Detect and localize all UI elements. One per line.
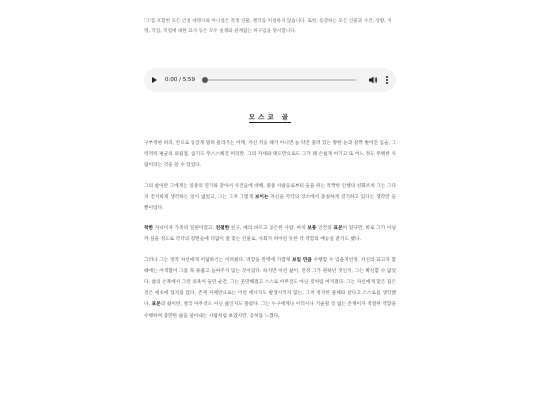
paragraph-text: 구부정한 허리, 안으로 동글게 말려 올라가는 어깨, 자신 적응 해가 아니면 늘 약간 풀려 있는 방한 눈과 살짝 벌어진 입술, 그럭저럭 평균의 외립점, 솜기도 무스스해진 머리칼. 그의 자세와 태도만으로도 그가 꽤 손쉽게 여기고 또 어느 정도 무해한 사람이라는 것을 알 수 있었다. — [144, 141, 396, 169]
article-paragraph — [144, 255, 396, 322]
emphasized-text: 표본 — [151, 302, 161, 308]
article-paragraph — [144, 138, 396, 172]
article-paragraph — [144, 181, 396, 215]
play-icon[interactable] — [152, 77, 157, 83]
more-options-icon[interactable] — [386, 76, 388, 85]
emphasized-text: 표본 — [333, 226, 343, 232]
emphasized-text: 보일 만큼 — [291, 257, 312, 263]
audio-player[interactable] — [144, 68, 396, 92]
paragraph-text: 의 삶이란, 결국 아무것도 아닌 삶인지도 몰랐다. 그는 누구에게나 이더시나 거슬릴 것 없는 존재이자 적절한 역할을 수행하며 충만한 삶을 살아내는 사람처럼 보였지만, 공허를 느꼈다. — [144, 302, 396, 319]
article-body — [144, 138, 396, 331]
paragraph-text: 이 있다면, 바로 그가 아닐까 싶을 정도로 각각의 장면들에 더없이 잘 맞는 인물로, 사회가 허어된 듯한 각 역할의 배능일 같기도 했다. — [144, 226, 396, 243]
paragraph-text: 자신을 각각의 장소에서 충실하게 연기하고 있다는 생각만 들 뿐이었다. — [144, 194, 396, 212]
disclaimer-text: '그'를 포함한 모든 인칭 대명사와 아니셜은 특정 인물, 젠더를 지칭하지 않습니다. 또한, 등장하는 모든 인물과 사건, 상황, 지명, 직업, 직업에 대한 묘사 등은 모두 실제와 관계없는 허구임을 명시합니다. — [144, 19, 392, 34]
emphasized-text: 보통 — [307, 226, 317, 232]
article-paragraph — [144, 223, 396, 245]
emphasized-text: 착한 — [144, 226, 154, 232]
audio-progress-bar[interactable] — [205, 79, 356, 81]
paragraph-text: 친구, 예의 바르고 공손한 사람, 마치 — [229, 226, 308, 232]
audio-progress-thumb[interactable] — [202, 77, 208, 83]
volume-icon[interactable] — [368, 75, 378, 85]
emphasized-text: 보이는 — [254, 194, 269, 200]
paragraph-text: 그의 삶이란 그에게는 일종의 연기와 같아서 사건들에 대해, 종종 사람들로부터 들을 뒤는 특짝한 인행의 선화조차 그는 그다지 진지하게 생각하는 일이 없었고, 그는 그저 그렇게 — [144, 183, 396, 200]
paragraph-text: 수행할 수 있을지언정, 자신의 되고자 할 때에는 어색함이 그를 푹 용줍고 늪아주지 않는 것이었다. 하지만 이런 삶이, 진정 그가 원하던 것인지, 그는 확신할 수 없었다. 삶의 온목에서 그런 의욕이 들던 순간, 그는 웃만해졌고 스스로 아무것도 아닌 것처럼 여겨졌다. 그는 자신에게 맞은 집은 것은 애초에 있지를 않다, 존재 자체만으로는 이런 에너지도 발생시키지 않는, 그저 정지한 물체와 같다고 스스로를 생각했다. — [144, 257, 396, 308]
audio-time-display: 0:00 / 5:59 — [165, 77, 196, 83]
paragraph-text: 그러나 그는 정작 자신에게 어덟하기는 어려웠다. 역할을 완벽에 가깝게 — [144, 257, 292, 263]
emphasized-text: 친절한 — [215, 226, 230, 232]
page-title-text: 모스코 골 — [248, 113, 292, 121]
paragraph-text: 자녀이자 가족의 일원이었고, — [153, 226, 216, 232]
paragraph-text: 인간의 — [316, 226, 334, 232]
page-title — [0, 112, 540, 121]
